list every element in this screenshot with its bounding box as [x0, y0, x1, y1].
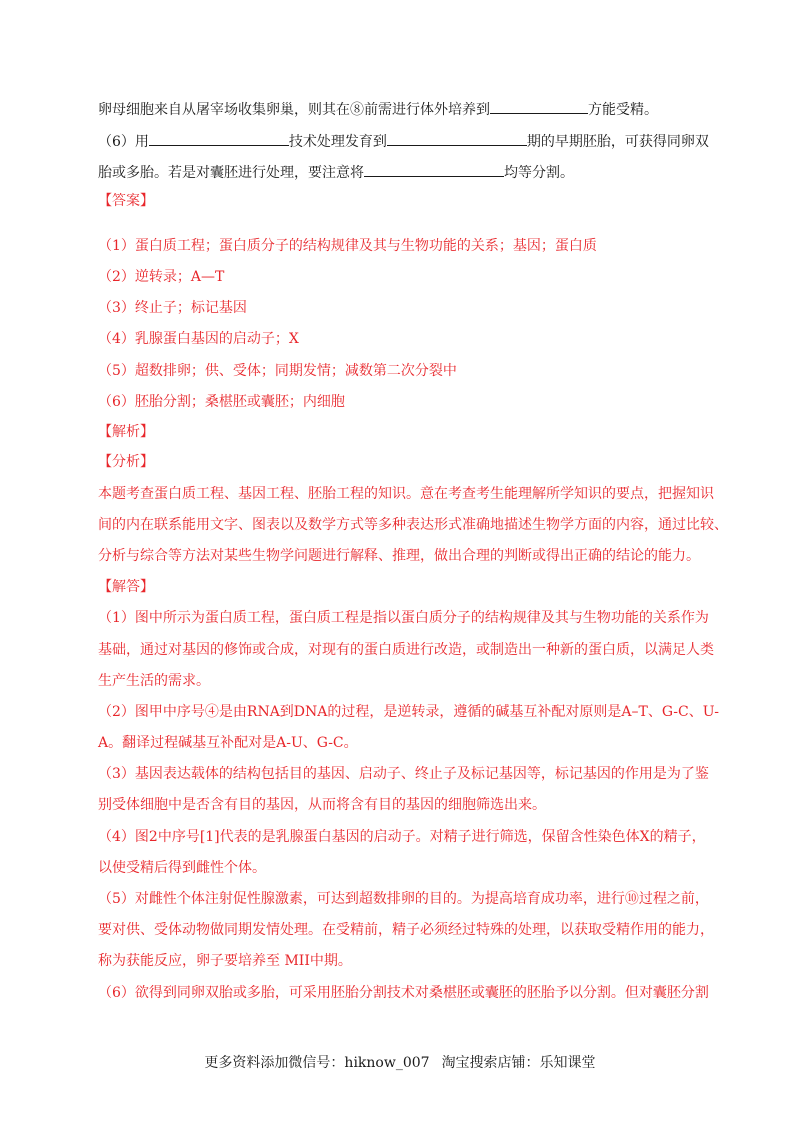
solution-line: 生产生活的需求。 — [98, 673, 210, 689]
solution-line: 以使受精后得到雌性个体。 — [98, 860, 266, 876]
answer-blank — [490, 99, 588, 114]
solution-line: 基础，通过对基因的修饰或合成，对现有的蛋白质进行改造，或制造出一种新的蛋白质，以满足人类 — [98, 642, 714, 658]
answer-item: （2）逆转录；A—T — [98, 269, 225, 285]
answer-blank — [149, 131, 289, 146]
solution-line: （5）对雌性个体注射促性腺激素，可达到超数排卵的目的。为提高培育成功率，进行⑩过程之前， — [98, 891, 709, 907]
answer-item: （5）超数排卵；供、受体；同期发情；减数第二次分裂中 — [98, 363, 457, 379]
question-line-1: 卵母细胞来自从屠宰场收集卵巢，则其在⑧前需进行体外培养到 方能受精。 — [98, 99, 720, 120]
analysis-line: 间的内在联系能用文字、图表以及数学方式等多种表达形式准确地描述生物学方面的内容，通过比较、 — [98, 517, 728, 533]
solution-line: （6）欲得到同卵双胎或多胎，可采用胚胎分割技术对桑椹胚或囊胚的胚胎予以分割。但对囊胚分割 — [98, 985, 709, 1001]
answer-item: （3）终止子；标记基因 — [98, 300, 247, 316]
answer-item: （6）胚胎分割；桑椹胚或囊胚；内细胞 — [98, 394, 345, 410]
answer-heading: 【答案】 — [98, 193, 154, 209]
solution-line: （4）图2中序号[1]代表的是乳腺蛋白基因的启动子。对精子进行筛选，保留含性染色体X的精子， — [98, 829, 706, 845]
solution-heading: 【解答】 — [98, 579, 154, 595]
analysis-line: 分析与综合等方法对某些生物学问题进行解释、推理，做出合理的判断或得出正确的结论的能力。 — [98, 548, 700, 564]
solution-line: （1）图中所示为蛋白质工程，蛋白质工程是指以蛋白质分子的结构规律及其与生物功能的关系作为 — [98, 610, 709, 626]
answer-item: （1）蛋白质工程；蛋白质分子的结构规律及其与生物功能的关系；基因；蛋白质 — [98, 238, 597, 254]
analysis-line: 本题考查蛋白质工程、基因工程、胚胎工程的知识。意在考查考生能理解所学知识的要点，把握知识 — [98, 486, 714, 502]
solution-line: 要对供、受体动物做同期发情处理。在受精前，精子必须经过特殊的处理，以获取受精作用的能力， — [98, 922, 714, 938]
answer-blank — [387, 131, 527, 146]
solution-line: 别受体细胞中是否含有目的基因，从而将含有目的基因的细胞筛选出来。 — [98, 797, 546, 813]
answer-item: （4）乳腺蛋白基因的启动子；X — [98, 331, 299, 347]
question-6-line-1: （6）用 技术处理发育到 期的早期胚胎，可获得同卵双 — [98, 131, 720, 152]
footer-shop: 淘宝搜索店铺：乐知课堂 — [441, 1055, 596, 1071]
solution-line: （2）图甲中序号④是由RNA到DNA的过程，是逆转录，遵循的碱基互补配对原则是A–T、G-C、U- — [98, 704, 720, 720]
analysis-heading: 【解析】 — [98, 424, 154, 440]
page-footer — [0, 1052, 800, 1072]
solution-line: （3）基因表达载体的结构包括目的基因、启动子、终止子及标记基因等，标记基因的作用是为了鉴 — [98, 766, 709, 782]
answer-blank — [364, 162, 504, 177]
question-6-line-2: 胎或多胎。若是对囊胚进行处理，要注意将 均等分割。 — [98, 162, 720, 183]
analysis-subheading: 【分析】 — [98, 454, 154, 470]
solution-line: A。翻译过程碱基互补配对是A-U、G-C。 — [98, 735, 358, 751]
footer-wechat: 更多资料添加微信号：hiknow_007 — [204, 1055, 430, 1071]
solution-line: 称为获能反应，卵子要培养至 MII中期。 — [98, 953, 352, 969]
